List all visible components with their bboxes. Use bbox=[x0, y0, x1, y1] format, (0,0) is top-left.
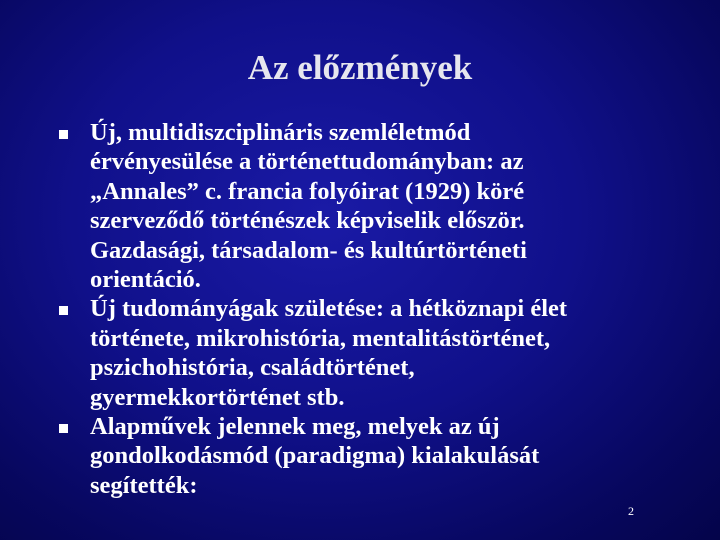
bullet-text bbox=[90, 412, 635, 500]
page-number: 2 bbox=[628, 504, 634, 518]
bullet-text bbox=[90, 294, 635, 412]
bullet-list bbox=[0, 118, 720, 500]
bullet-line: segítették: bbox=[90, 471, 198, 499]
bullet-line: orientáció. bbox=[90, 266, 201, 294]
bullet-line: „Annales” c. francia folyóirat (1929) köré bbox=[90, 177, 525, 205]
bullet-line: Új tudományágak születése: a hétköznapi élet bbox=[90, 295, 568, 323]
square-bullet-icon bbox=[59, 306, 68, 315]
bullet-item bbox=[0, 294, 720, 412]
bullet-line: szerveződő történészek képviselik először. bbox=[90, 207, 525, 235]
bullet-line: pszichohistória, családtörténet, bbox=[90, 354, 415, 382]
bullet-line: érvényesülése a történettudományban: az bbox=[90, 148, 524, 176]
slide-title: Az előzmények bbox=[247, 48, 473, 87]
bullet-line: Gazdasági, társadalom- és kultúrtörténeti bbox=[90, 236, 527, 264]
bullet-item bbox=[0, 412, 720, 500]
bullet-text bbox=[90, 118, 635, 294]
bullet-line: Új, multidiszciplináris szemléletmód bbox=[90, 119, 471, 146]
bullet-line: gondolkodásmód (paradigma) kialakulását bbox=[90, 442, 540, 470]
square-bullet-icon bbox=[59, 130, 68, 139]
square-bullet-icon bbox=[59, 424, 68, 433]
bullet-item bbox=[0, 118, 720, 294]
bullet-line: története, mikrohistória, mentalitástörténet, bbox=[90, 324, 551, 352]
bullet-line: gyermekkortörténet stb. bbox=[90, 383, 345, 411]
bullet-line: Alapművek jelennek meg, melyek az új bbox=[90, 413, 500, 441]
